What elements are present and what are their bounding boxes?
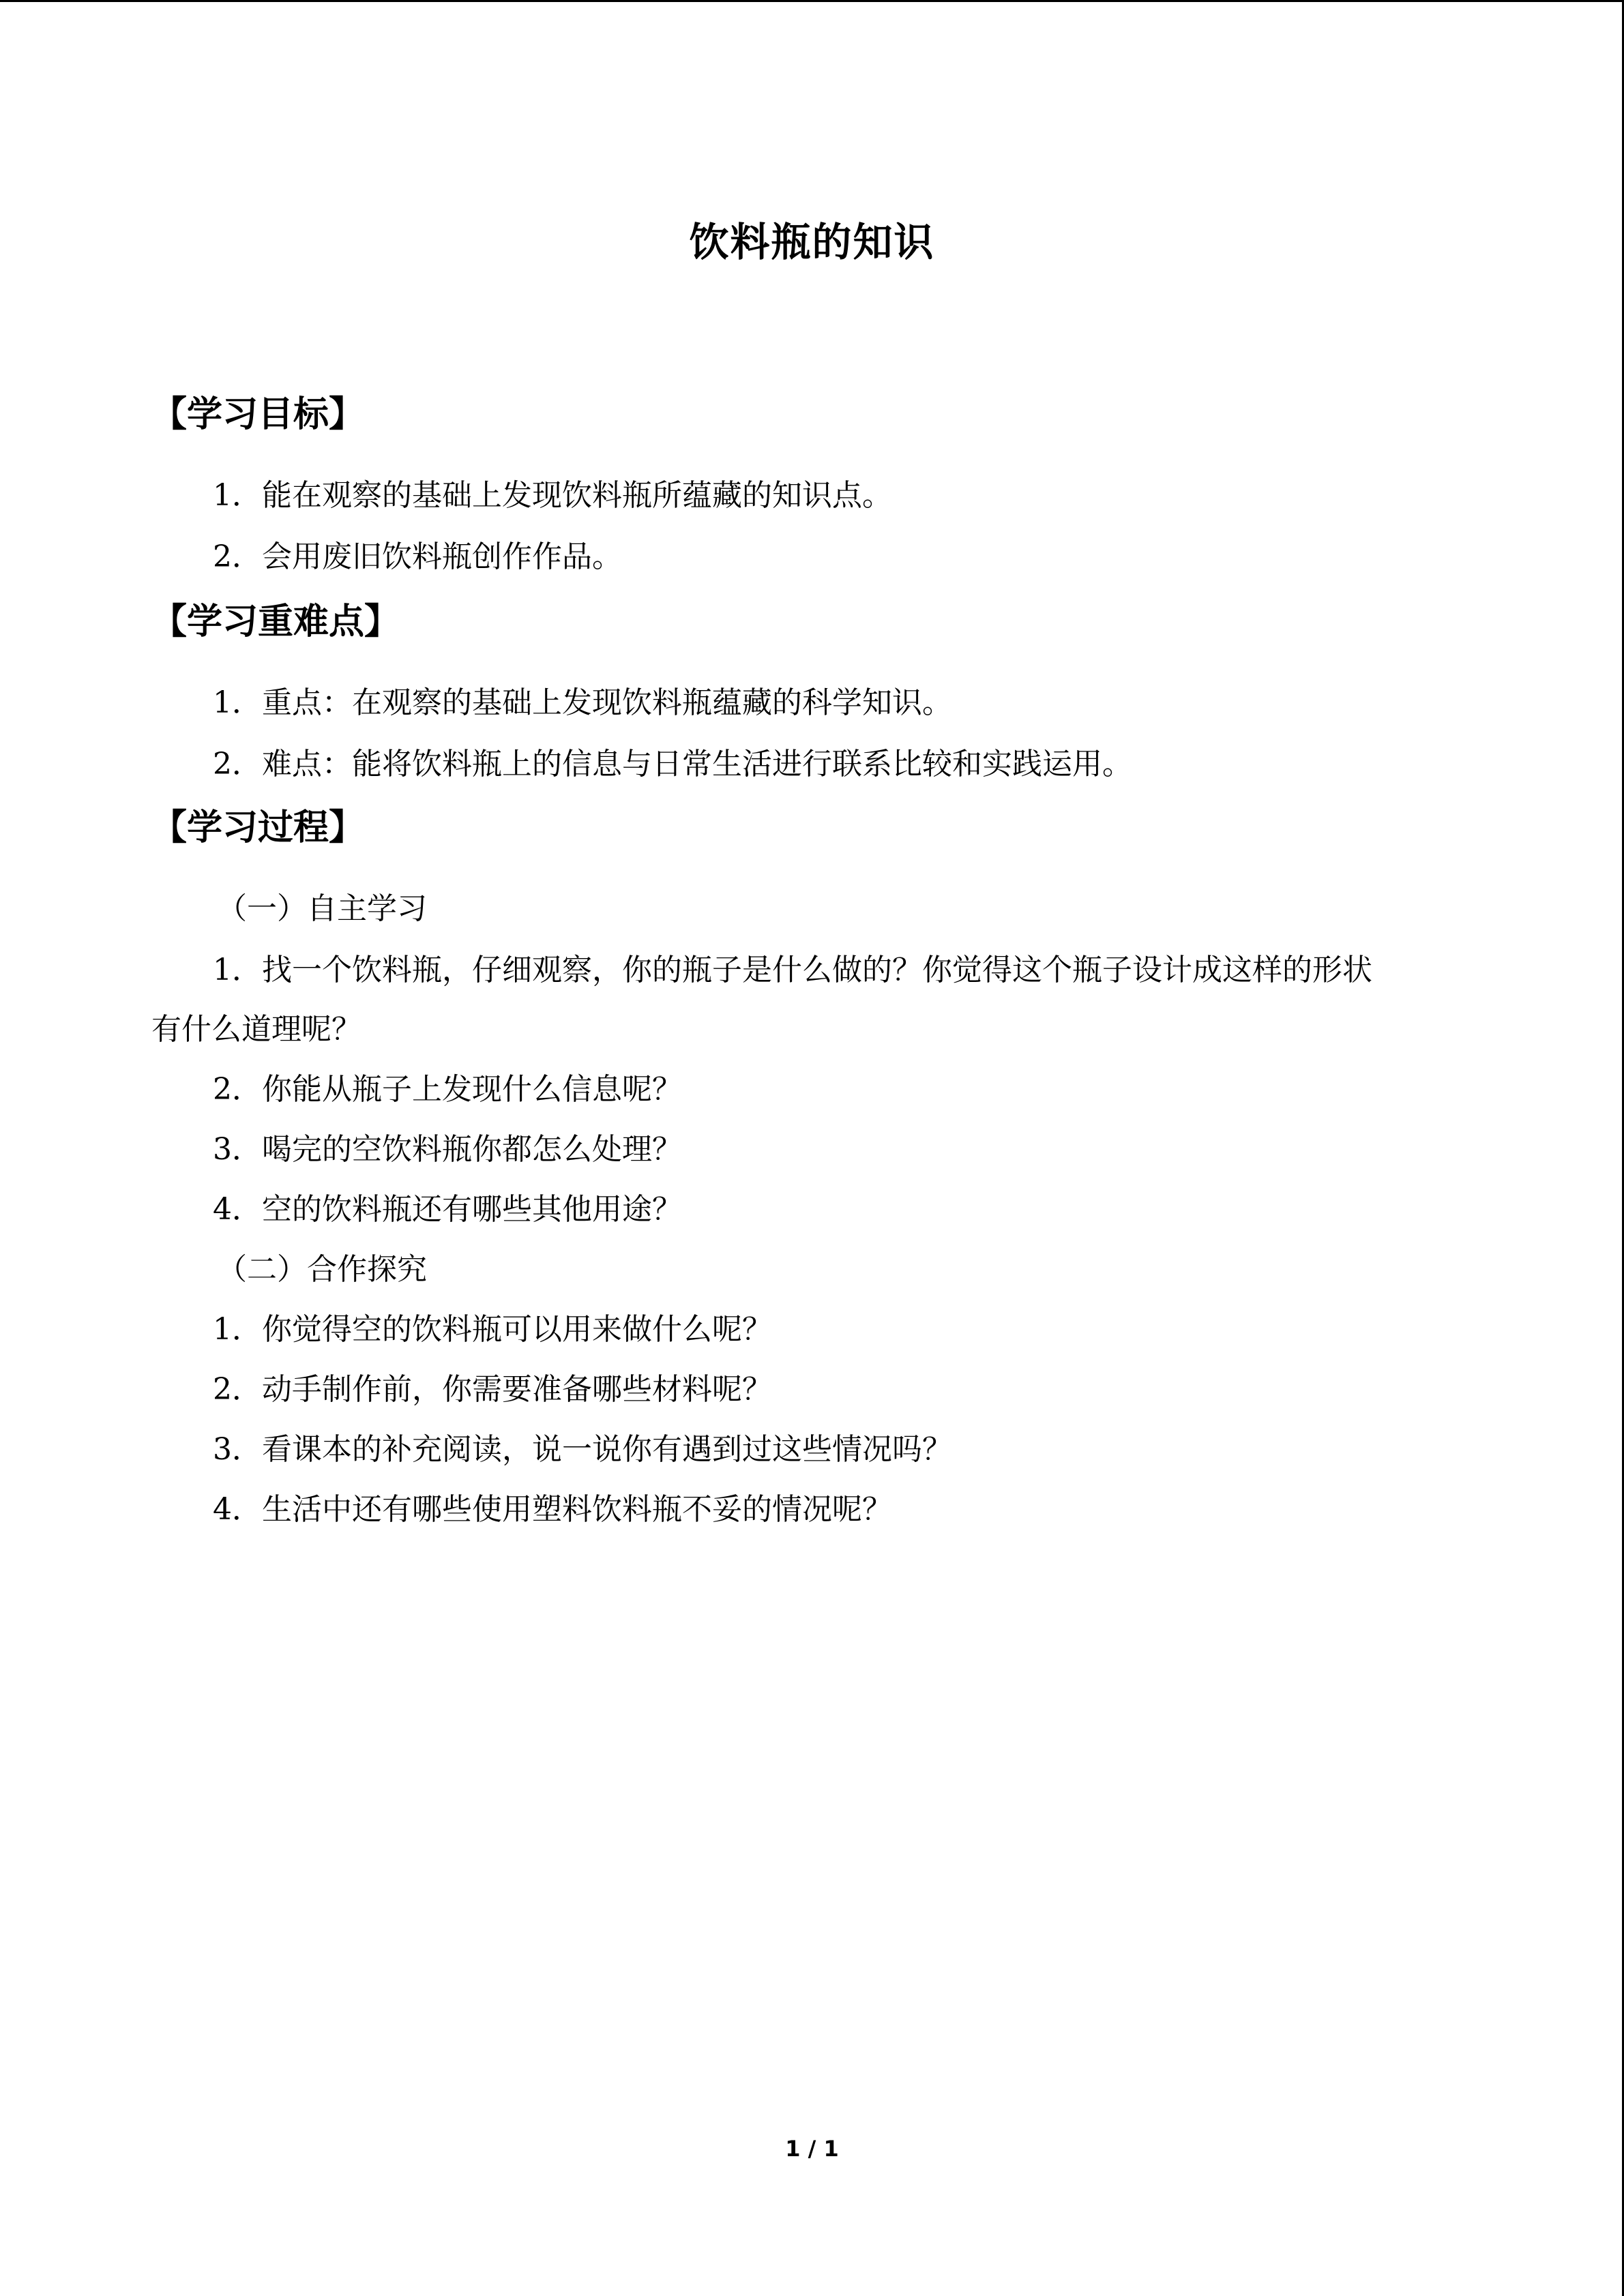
section-heading-learning-goals: 【学习目标】 — [151, 393, 365, 435]
goal-item-1: 1．能在观察的基础上发现饮料瓶所蕴藏的知识点。 — [213, 478, 892, 513]
self-study-item-2: 2．你能从瓶子上发现什么信息呢？ — [213, 1072, 682, 1107]
key-point-item-2: 2．难点：能将饮料瓶上的信息与日常生活进行联系比较和实践运用。 — [213, 747, 1132, 781]
cooperation-item-4: 4．生活中还有哪些使用塑料饮料瓶不妥的情况呢？ — [213, 1492, 892, 1527]
page-number: 1 / 1 — [785, 2136, 839, 2162]
cooperation-item-1: 1．你觉得空的饮料瓶可以用来做什么呢？ — [213, 1312, 772, 1347]
goal-item-2: 2．会用废旧饮料瓶创作作品。 — [213, 539, 622, 574]
self-study-item-3: 3．喝完的空饮料瓶你都怎么处理？ — [213, 1132, 682, 1167]
cooperation-item-2: 2．动手制作前，你需要准备哪些材料呢？ — [213, 1372, 772, 1407]
key-point-item-1: 1．重点：在观察的基础上发现饮料瓶蕴藏的科学知识。 — [213, 685, 952, 720]
cooperation-item-3: 3．看课本的补充阅读，说一说你有遇到过这些情况吗？ — [213, 1432, 952, 1467]
process-part-label-self-study: （一）自主学习 — [217, 891, 427, 926]
self-study-item-4: 4．空的饮料瓶还有哪些其他用途？ — [213, 1192, 682, 1227]
process-part-label-cooperation: （二）合作探究 — [217, 1252, 427, 1287]
self-study-item-1-line-2: 有什么道理呢？ — [151, 1012, 361, 1047]
section-heading-learning-process: 【学习过程】 — [151, 807, 365, 848]
document-title: 饮料瓶的知识 — [689, 219, 935, 265]
self-study-item-1-line-1: 1．找一个饮料瓶，仔细观察，你的瓶子是什么做的？你觉得这个瓶子设计成这样的形状 — [213, 953, 1372, 987]
section-heading-key-points: 【学习重难点】 — [151, 601, 400, 642]
